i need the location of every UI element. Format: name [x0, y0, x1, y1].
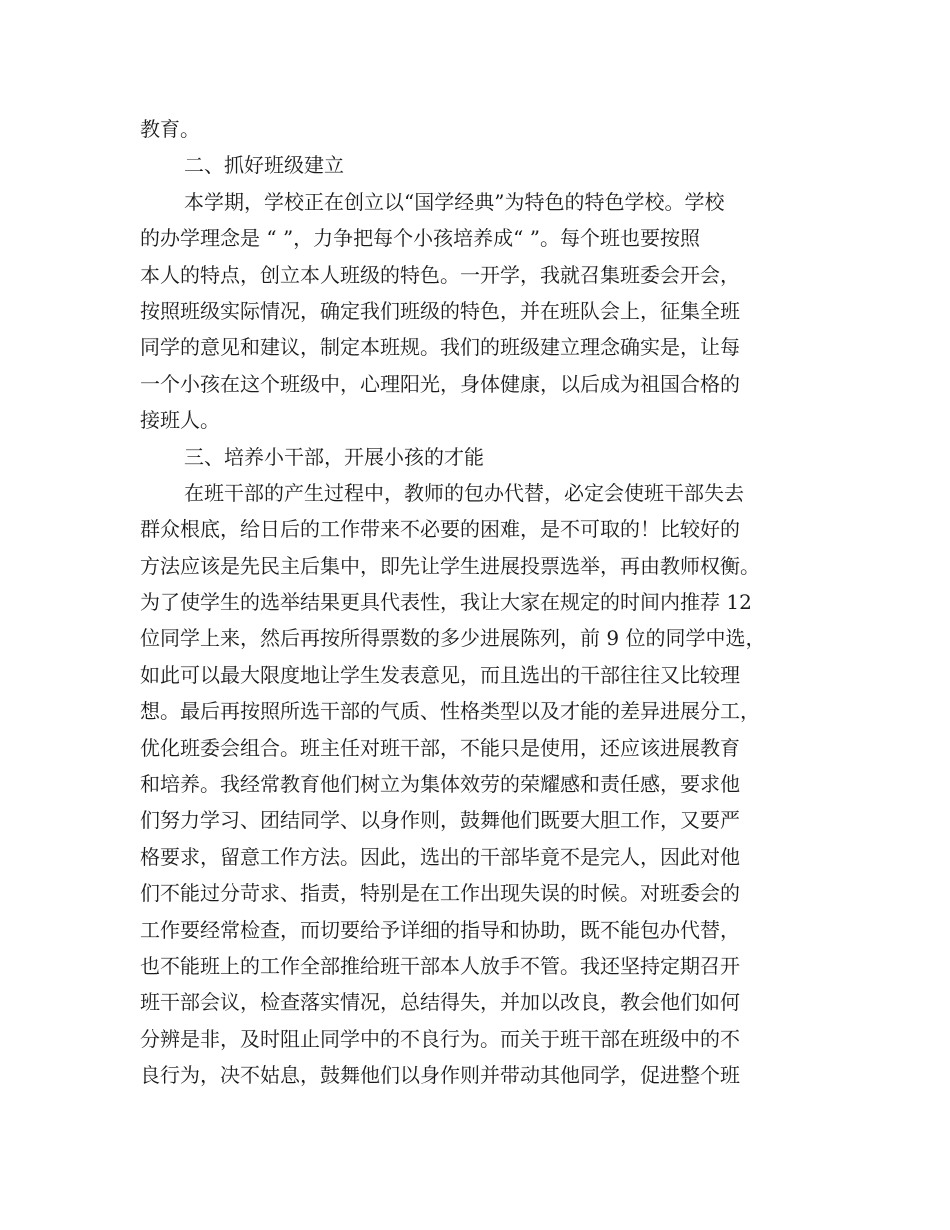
text-line: 们不能过分苛求、指责，特别是在工作出现失误的时候。对班委会的	[140, 881, 740, 906]
text-line: 本学期，学校正在创立以“国学经典”为特色的特色学校。学校	[184, 189, 725, 214]
text-line: 同学的意见和建议，制定本班规。我们的班级建立理念确实是，让每	[140, 335, 740, 360]
text-line: 位同学上来，然后再按所得票数的多少进展陈列，前 9 位的同学中选，	[140, 626, 766, 651]
text-line: 三、培养小干部，开展小孩的才能	[184, 444, 484, 469]
text-line: 在班干部的产生过程中，教师的包办代替，必定会使班干部失去	[184, 480, 744, 505]
text-line: 为了使学生的选举结果更具代表性，我让大家在规定的时间内推荐 12	[140, 590, 752, 615]
text-line: 接班人。	[140, 408, 220, 433]
text-line: 的办学理念是 “ ”，力争把每个小孩培养成“ ”。每个班也要按照	[140, 226, 700, 251]
text-line: 一个小孩在这个班级中，心理阳光，身体健康，以后成为祖国合格的	[140, 371, 740, 396]
text-line: 优化班委会组合。班主任对班干部，不能只是使用，还应该进展教育	[140, 735, 740, 760]
text-line: 们努力学习、团结同学、以身作则，鼓舞他们既要大胆工作，又要严	[140, 808, 740, 833]
text-line: 按照班级实际情况，确定我们班级的特色，并在班队会上，征集全班	[140, 298, 740, 323]
text-line: 群众根底，给日后的工作带来不必要的困难，是不可取的！比较好的	[140, 517, 740, 542]
document-body	[140, 111, 800, 1094]
text-line: 也不能班上的工作全部推给班干部本人放手不管。我还坚持定期召开	[140, 953, 740, 978]
text-line: 教育。	[140, 117, 200, 141]
text-line: 和培养。我经常教育他们树立为集体效劳的荣耀感和责任感，要求他	[140, 772, 740, 797]
text-line: 分辨是非，及时阻止同学中的不良行为。而关于班干部在班级中的不	[140, 1026, 740, 1051]
text-line: 班干部会议，检查落实情况，总结得失，并加以改良，教会他们如何	[140, 990, 740, 1015]
text-line: 如此可以最大限度地让学生发表意见，而且选出的干部往往又比较理	[140, 662, 740, 687]
text-line: 二、抓好班级建立	[184, 153, 344, 178]
text-line: 本人的特点，创立本人班级的特色。一开学，我就召集班委会开会，	[140, 262, 740, 287]
text-line: 方法应该是先民主后集中，即先让学生进展投票选举，再由教师权衡。	[140, 553, 760, 578]
text-line: 工作要经常检查，而切要给予详细的指导和协助，既不能包办代替，	[140, 917, 740, 942]
text-line: 良行为，决不姑息，鼓舞他们以身作则并带动其他同学，促进整个班	[140, 1063, 740, 1088]
text-line: 格要求，留意工作方法。因此，选出的干部毕竟不是完人，因此对他	[140, 844, 740, 869]
text-line: 想。最后再按照所选干部的气质、性格类型以及才能的差异进展分工，	[140, 699, 760, 724]
